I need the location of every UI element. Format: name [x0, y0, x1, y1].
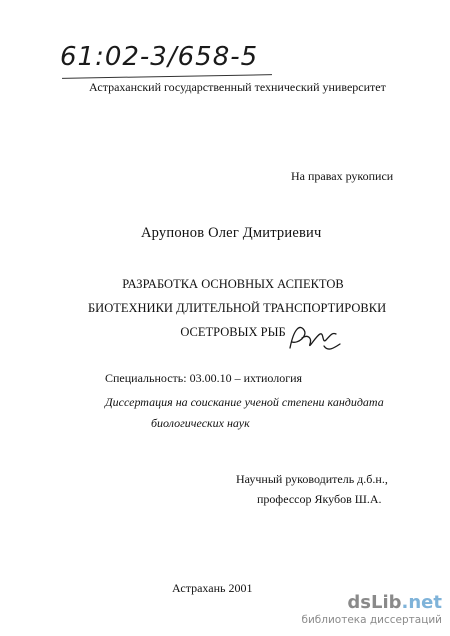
title-line: ОСЕТРОВЫХ РЫБ	[180, 325, 286, 339]
supervisor-line: профессор Якубов Ш.А.	[257, 492, 382, 506]
dslib-watermark[interactable]	[301, 594, 442, 626]
dissertation-degree	[105, 392, 384, 434]
dslib-logo[interactable]	[301, 594, 442, 612]
author-name: Арупонов Олег Дмитриевич	[141, 225, 322, 241]
degree-line: Диссертация на соискание ученой степени кандидата	[105, 395, 384, 409]
specialty-line: Специальность: 03.00.10 – ихтиология	[105, 371, 303, 385]
title-line: РАЗРАБОТКА ОСНОВНЫХ АСПЕКТОВ	[122, 277, 344, 291]
city-year: Астрахань 2001	[172, 581, 253, 595]
author-signature	[284, 318, 344, 358]
title-line: БИОТЕХНИКИ ДЛИТЕЛЬНОЙ ТРАНСПОРТИРОВКИ	[88, 301, 387, 315]
logo-accent-text: .net	[401, 592, 442, 613]
supervisor-block	[236, 469, 388, 509]
handwritten-underline	[62, 74, 272, 79]
supervisor-line: Научный руководитель д.б.н.,	[236, 472, 388, 486]
logo-main-text: dsLib	[347, 592, 402, 613]
manuscript-rights-note: На правах рукописи	[291, 169, 394, 183]
university-name: Астраханский государственный технический университет	[89, 80, 386, 94]
dslib-tagline: библиотека диссертаций	[301, 614, 442, 626]
handwritten-archive-code: 61:02-3/658-5	[60, 42, 259, 72]
degree-line: биологических наук	[151, 416, 250, 430]
